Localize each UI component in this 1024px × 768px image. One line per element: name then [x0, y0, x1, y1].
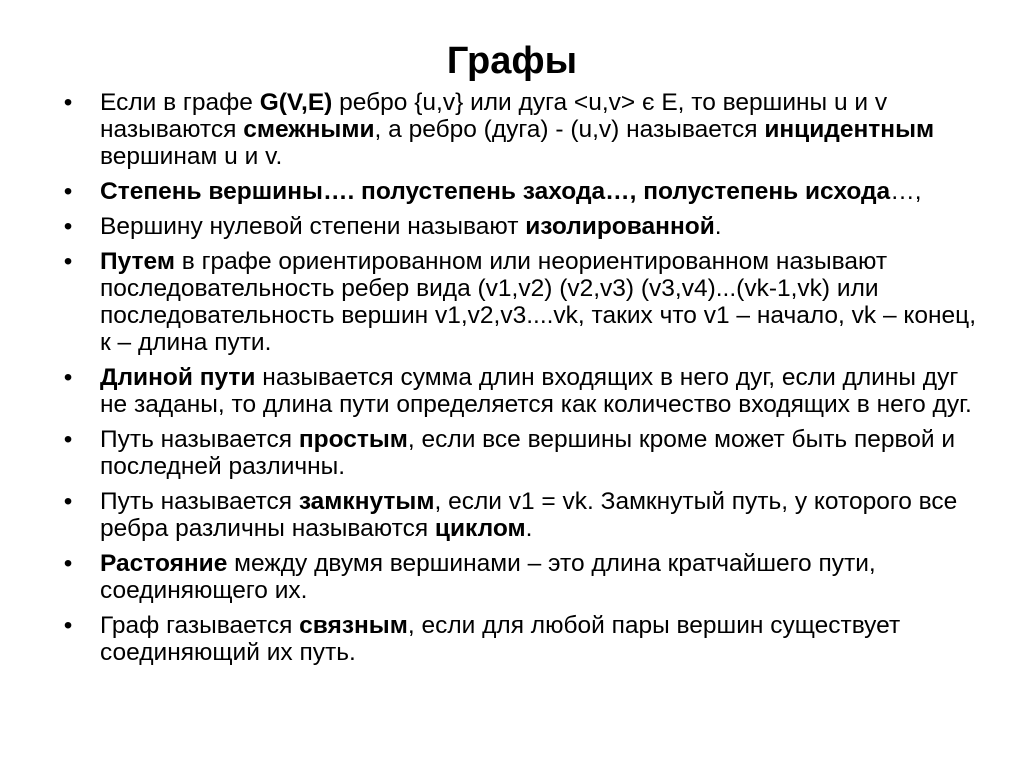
text-segment: , если для любой пары вершин существует соединяющий их путь.	[100, 612, 901, 666]
bold-term: Длиной пути	[100, 364, 256, 391]
bullet-text	[100, 248, 976, 356]
bold-term: Степень вершины…. полустепень захода…, полустепень исхода	[100, 178, 891, 205]
bullet-marker: •	[63, 89, 73, 116]
bullet-item	[58, 248, 988, 356]
bullet-item	[58, 488, 988, 542]
bold-term: смежными	[243, 116, 375, 143]
bullet-marker: •	[63, 213, 73, 240]
bullet-text	[100, 488, 957, 542]
bullet-text	[100, 213, 722, 240]
bullet-item	[58, 213, 988, 240]
text-segment: , если v1 = vk. Замкнутый путь, у которого все ребра различны называются	[100, 488, 958, 542]
bullet-list	[58, 89, 988, 674]
bold-term: инцидентным	[764, 116, 935, 143]
bullet-text	[100, 178, 922, 205]
bullet-text	[100, 612, 900, 666]
bullet-marker: •	[63, 248, 73, 275]
text-segment: вершинам u и v.	[100, 143, 283, 170]
text-segment: называется сумма длин входящих в него дуг, если длины дуг не заданы, то длина пути определяется как количество входящих в него дуг.	[100, 364, 972, 418]
text-segment: .	[525, 515, 533, 542]
bullet-marker: •	[63, 550, 73, 577]
bullet-item	[58, 550, 988, 604]
bullet-marker: •	[63, 488, 73, 515]
bold-term: G(V,E)	[259, 89, 333, 116]
text-segment: …,	[890, 178, 922, 205]
text-segment: Путь называется	[100, 426, 299, 453]
text-segment: Если в графе	[100, 89, 260, 116]
text-segment: Вершину нулевой степени называют	[100, 213, 526, 240]
bullet-text	[100, 364, 972, 418]
bullet-item	[58, 364, 988, 418]
text-segment: , а ребро (дуга) - (u,v) называется	[374, 116, 765, 143]
bullet-marker: •	[63, 426, 73, 453]
bullet-text	[100, 550, 876, 604]
bullet-marker: •	[63, 612, 73, 639]
text-segment: .	[714, 213, 722, 240]
bullet-item	[58, 426, 988, 480]
bold-term: циклом	[434, 515, 526, 542]
bullet-text	[100, 89, 934, 170]
bullet-text	[100, 426, 955, 480]
bold-term: Растояние	[100, 550, 228, 577]
text-segment: Граф газывается	[100, 612, 300, 639]
bold-term: простым	[298, 426, 408, 453]
bold-term: замкнутым	[298, 488, 435, 515]
text-segment: между двумя вершинами – это длина кратчайшего пути, соединяющего их.	[100, 550, 876, 604]
text-segment: в графе ориентированном или неориентированном называют последовательность ребер вида (v1,v2) (v2,v3) (v3,v4)...(vk-1,vk) или последовательность вершин v1,v2,v3....vk, таких что v1 – начало, vk – конец, к – длина пути.	[100, 248, 977, 356]
text-segment: , если все вершины кроме может быть первой и последней различны.	[100, 426, 956, 480]
slide-title: Графы	[446, 40, 578, 82]
bold-term: Путем	[100, 248, 175, 275]
bullet-item	[58, 612, 988, 666]
bullet-marker: •	[63, 364, 73, 391]
bullet-marker: •	[63, 178, 73, 205]
bold-term: изолированной	[525, 213, 715, 240]
bullet-item	[58, 89, 988, 170]
text-segment: Путь называется	[100, 488, 299, 515]
text-segment: ребро {u,v} или дуга <u,v> є E, то вершины u и v называются	[100, 89, 888, 143]
bold-term: связным	[299, 612, 408, 639]
bullet-item	[58, 178, 988, 205]
